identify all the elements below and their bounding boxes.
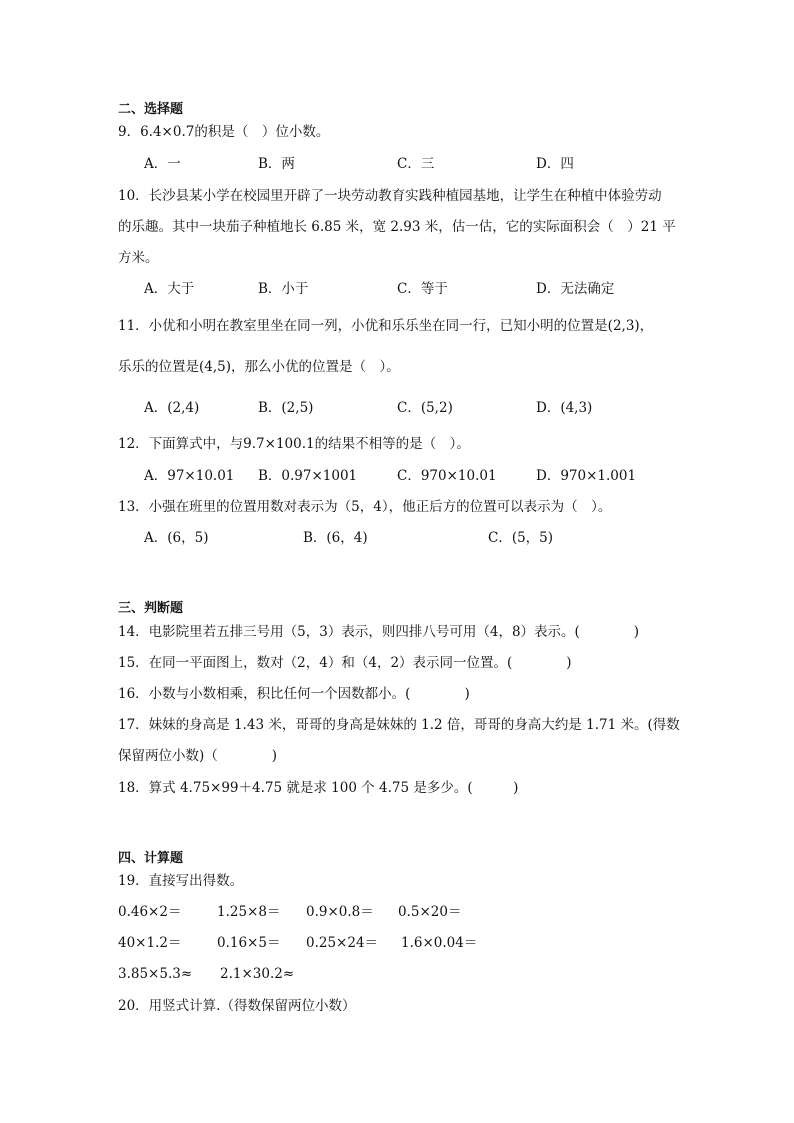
question-10-line-1: 10．长沙县某小学在校园里开辟了一块劳动教育实践种植园基地，让学生在种植中体验劳动 bbox=[118, 188, 662, 204]
calc-item: 0.9×0.8＝ bbox=[306, 904, 374, 920]
question-15-stem: 15．在同一平面图上，数对（2，4）和（4，2）表示同一位置。( ) bbox=[118, 655, 572, 671]
question-10-option-d: D．无法确定 bbox=[536, 281, 615, 297]
calc-item: 40×1.2＝ bbox=[118, 935, 182, 951]
question-19-stem: 19．直接写出得数。 bbox=[118, 873, 244, 889]
question-10-line-3: 方米。 bbox=[118, 250, 159, 266]
calc-item: 0.5×20＝ bbox=[398, 904, 462, 920]
question-16-stem: 16．小数与小数相乘，积比任何一个因数都小。( ) bbox=[118, 686, 470, 702]
question-11-line-1: 11．小优和小明在教室里坐在同一列，小优和乐乐坐在同一行，已知小明的位置是(2,3)， bbox=[118, 318, 654, 334]
calc-item: 0.16×5＝ bbox=[217, 935, 281, 951]
question-13-stem: 13．小强在班里的位置用数对表示为（5，4），他正后方的位置可以表示为（ ）。 bbox=[118, 499, 612, 515]
question-10-line-2: 的乐趣。其中一块茄子种植地长 6.85 米，宽 2.93 米，估一估，它的实际面积会（ ）21 平 bbox=[118, 219, 676, 235]
question-12-option-c: C．970×10.01 bbox=[397, 468, 497, 484]
question-12-option-b: B．0.97×1001 bbox=[258, 468, 358, 484]
question-13-option-a: A．(6，5) bbox=[144, 530, 209, 546]
calc-item: 1.25×8＝ bbox=[217, 904, 281, 920]
question-12-option-d: D．970×1.001 bbox=[536, 468, 637, 484]
question-11-option-b: B．(2,5) bbox=[258, 400, 314, 416]
question-17-line-2: 保留两位小数)（ ) bbox=[118, 748, 278, 764]
question-13-option-c: C．(5，5) bbox=[488, 530, 554, 546]
question-9-option-c: C．三 bbox=[397, 156, 435, 172]
calc-item: 1.6×0.04＝ bbox=[401, 935, 478, 951]
question-9-option-b: B．两 bbox=[258, 156, 295, 172]
section-heading-calc: 四、计算题 bbox=[118, 851, 184, 866]
question-11-option-a: A．(2,4) bbox=[144, 400, 200, 416]
question-9-option-d: D．四 bbox=[536, 156, 574, 172]
question-11-line-2: 乐乐的位置是(4,5)，那么小优的位置是（ ）。 bbox=[118, 359, 400, 375]
question-10-option-a: A．大于 bbox=[144, 281, 195, 297]
section-heading-choice: 二、选择题 bbox=[118, 102, 184, 117]
calc-item: 0.46×2＝ bbox=[118, 904, 182, 920]
question-17-line-1: 17．妹妹的身高是 1.43 米，哥哥的身高是妹妹的 1.2 倍，哥哥的身高大约是 1.71 米。(得数 bbox=[118, 717, 680, 733]
question-11-option-c: C．(5,2) bbox=[397, 400, 453, 416]
question-12-stem: 12．下面算式中，与9.7×100.1的结果不相等的是（ ）。 bbox=[118, 436, 470, 452]
question-10-option-c: C．等于 bbox=[397, 281, 448, 297]
question-9-stem: 9．6.4×0.7的积是（ ）位小数。 bbox=[118, 124, 330, 140]
question-12-option-a: A．97×10.01 bbox=[144, 468, 235, 484]
question-13-option-b: B．(6，4) bbox=[303, 530, 368, 546]
section-heading-judge: 三、判断题 bbox=[118, 601, 184, 616]
calc-item: 3.85×5.3≈ bbox=[118, 966, 193, 982]
question-20-stem: 20．用竖式计算.（得数保留两位小数） bbox=[118, 998, 356, 1014]
calc-item: 0.25×24＝ bbox=[306, 935, 379, 951]
question-9-option-a: A．一 bbox=[144, 156, 181, 172]
question-10-option-b: B．小于 bbox=[258, 281, 309, 297]
question-11-option-d: D．(4,3) bbox=[536, 400, 593, 416]
question-18-stem: 18．算式 4.75×99＋4.75 就是求 100 个 4.75 是多少。( ) bbox=[118, 780, 519, 796]
question-14-stem: 14．电影院里若五排三号用（5，3）表示，则四排八号可用（4，8）表示。( ) bbox=[118, 624, 640, 640]
calc-item: 2.1×30.2≈ bbox=[220, 966, 295, 982]
